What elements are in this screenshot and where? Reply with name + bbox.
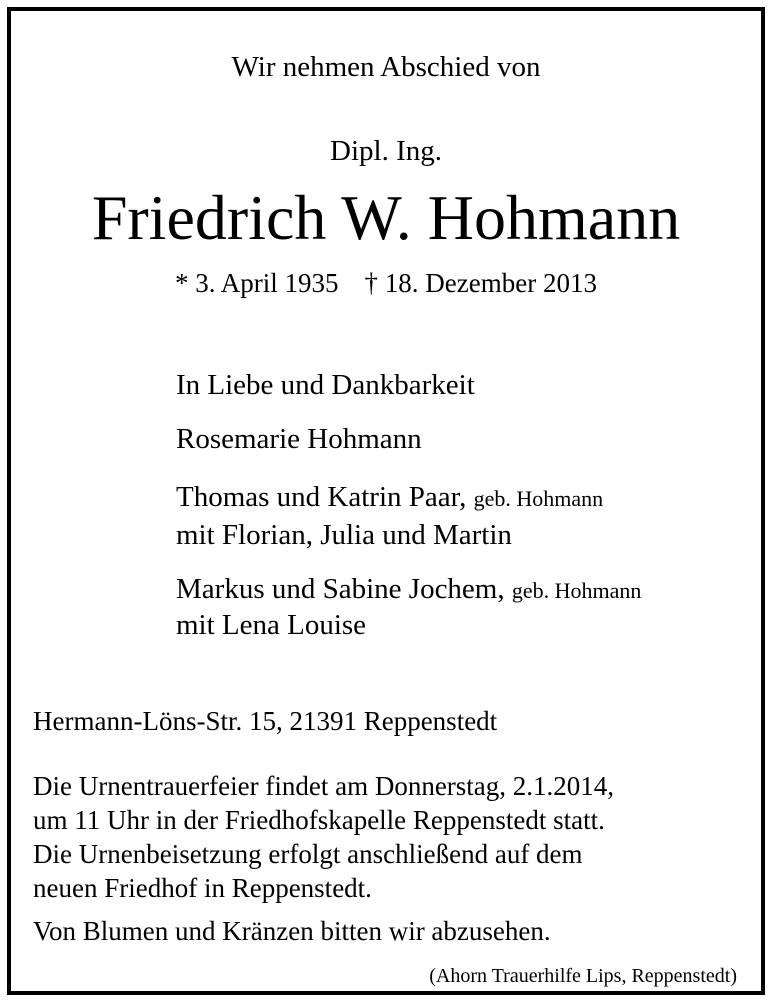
dedication-line: In Liebe und Dankbarkeit	[176, 369, 475, 401]
family-entry-names: Markus und Sabine Jochem,	[176, 573, 505, 605]
ceremony-line: um 11 Uhr in der Friedhofskapelle Reppenstedt statt.	[33, 805, 605, 835]
family-entry-names: Thomas und Katrin Paar,	[176, 481, 467, 513]
obituary-notice	[7, 7, 765, 995]
academic-title: Dipl. Ing.	[330, 135, 442, 167]
family-entry-2-names	[176, 575, 641, 604]
flowers-request: Von Blumen und Kränzen bitten wir abzusehen.	[33, 916, 551, 946]
death-date: † 18. Dezember 2013	[364, 268, 597, 298]
funeral-home-credit: (Ahorn Trauerhilfe Lips, Reppenstedt)	[429, 965, 737, 987]
spouse-name: Rosemarie Hohmann	[176, 423, 422, 455]
family-entry-nee: geb. Hohmann	[511, 578, 642, 603]
ceremony-line: Die Urnenbeisetzung erfolgt anschließend auf dem	[33, 839, 583, 869]
family-entry-2-with: mit Lena Louise	[176, 609, 367, 641]
family-entry-1-names	[176, 483, 603, 512]
deceased-name: Friedrich W. Hohmann	[91, 182, 681, 253]
intro-line: Wir nehmen Abschied von	[231, 51, 541, 83]
family-address: Hermann-Löns-Str. 15, 21391 Reppenstedt	[33, 706, 498, 736]
family-entry-1-with: mit Florian, Julia und Martin	[176, 519, 512, 551]
ceremony-line: neuen Friedhof in Reppenstedt.	[33, 873, 372, 903]
birth-date: * 3. April 1935	[175, 268, 339, 298]
family-entry-nee: geb. Hohmann	[473, 486, 604, 511]
life-dates	[11, 270, 761, 297]
ceremony-line: Die Urnentrauerfeier findet am Donnerstag, 2.1.2014,	[33, 771, 615, 801]
